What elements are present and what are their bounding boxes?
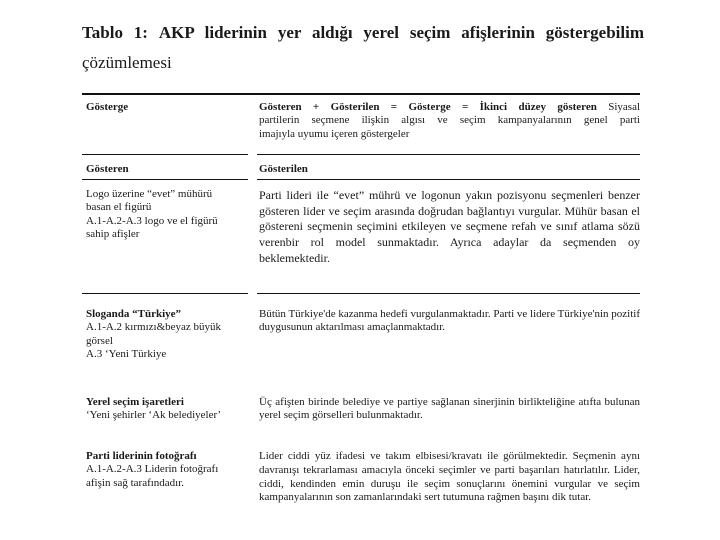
rule-header1-left xyxy=(82,154,248,155)
rule-row1-left xyxy=(82,293,248,294)
table-top-rule xyxy=(82,93,640,95)
caption-line-2: çözümlemesi xyxy=(82,53,172,72)
header-gosterge: Gösterge xyxy=(86,101,129,113)
row-4-gosteren: Parti liderinin fotoğrafı A.1-A.2-A.3 Liderin fotoğrafı afişin sağ tarafındadır. xyxy=(86,450,219,489)
rule-header1-right xyxy=(257,154,640,155)
rule-header2-left xyxy=(82,179,248,180)
table-caption xyxy=(82,18,644,78)
rule-row1-right xyxy=(257,293,640,294)
row-2-gosteren: Sloganda “Türkiye” A.1-A.2 kırmızı&beyaz büyük görsel A.3 ‘Yeni Türkiye xyxy=(86,308,222,361)
row-3-gosterilen: Üç afişten birinde belediye ve partiye sağlanan sinerjinin birlikteliğine atıfta bulunan yerel seçim görselleri bulunmaktadır. xyxy=(259,396,640,422)
caption-line-1 xyxy=(82,18,644,48)
row-4-gosterilen: Lider ciddi yüz ifadesi ve takım elbisesi/kravatı ile görülmektedir. Seçmenin aynı davranışı tekrarlaması amacıyla önceki seçimler ve parti başarıları hatırlatılır. Lider, ciddi, kendinden emin duruşu ile seçim sonuçlarını önemini vurgular ve seçim kampanyalarının son zamanlarındaki sert tutumuna rağmen başını dik tutar. xyxy=(259,450,640,504)
rule-header2-right xyxy=(257,179,640,180)
row-1-gosterilen: Parti lideri ile “evet” mührü ve logonun yakın pozisyonu seçmenleri benzer gösteren lider ve seçim arasında doğrudan bağlantıyı vurgular. Mühür basan el göstereni seçmenin seçimini etkileyen ve seçmene refah ve sınıf atlama sözü verenbir rol model sunmaktadır. Ayrıca adaylar da seçmenden oy beklemektedir. xyxy=(259,188,640,265)
row-2-gosterilen: Bütün Türkiye'de kazanma hedefi vurgulanmaktadır. Parti ve lidere Türkiye'nin pozitif duygusunun aktarılması amaçlanmaktadır. xyxy=(259,308,640,334)
header-gosterilen: Gösterilen xyxy=(259,163,308,175)
header-formula: Gösteren + Gösterilen = Gösterge = İkinci düzey gösteren xyxy=(259,101,597,113)
row-3-gosteren: Yerel seçim işaretleri ‘Yeni şehirler ‘Ak belediyeler’ xyxy=(86,396,222,422)
header-gosteren: Gösteren xyxy=(86,163,129,175)
row-1-gosteren: Logo üzerine “evet” mühürü basan el figürü A.1-A.2-A.3 logo ve el figürü sahip afişler xyxy=(86,188,218,241)
header-gosterge-definition: Gösteren + Gösterilen = Gösterge = İkinci düzey gösteren Siyasal partilerin seçmene ilişkin algısı ve seçim kampanyalarının genel parti imajıyla uyumu içeren göstergeler xyxy=(259,101,641,140)
caption-label: Tablo 1: xyxy=(82,23,148,42)
caption-title: AKP liderinin yer aldığı yerel seçim afişlerinin göstergebilim xyxy=(158,23,644,42)
